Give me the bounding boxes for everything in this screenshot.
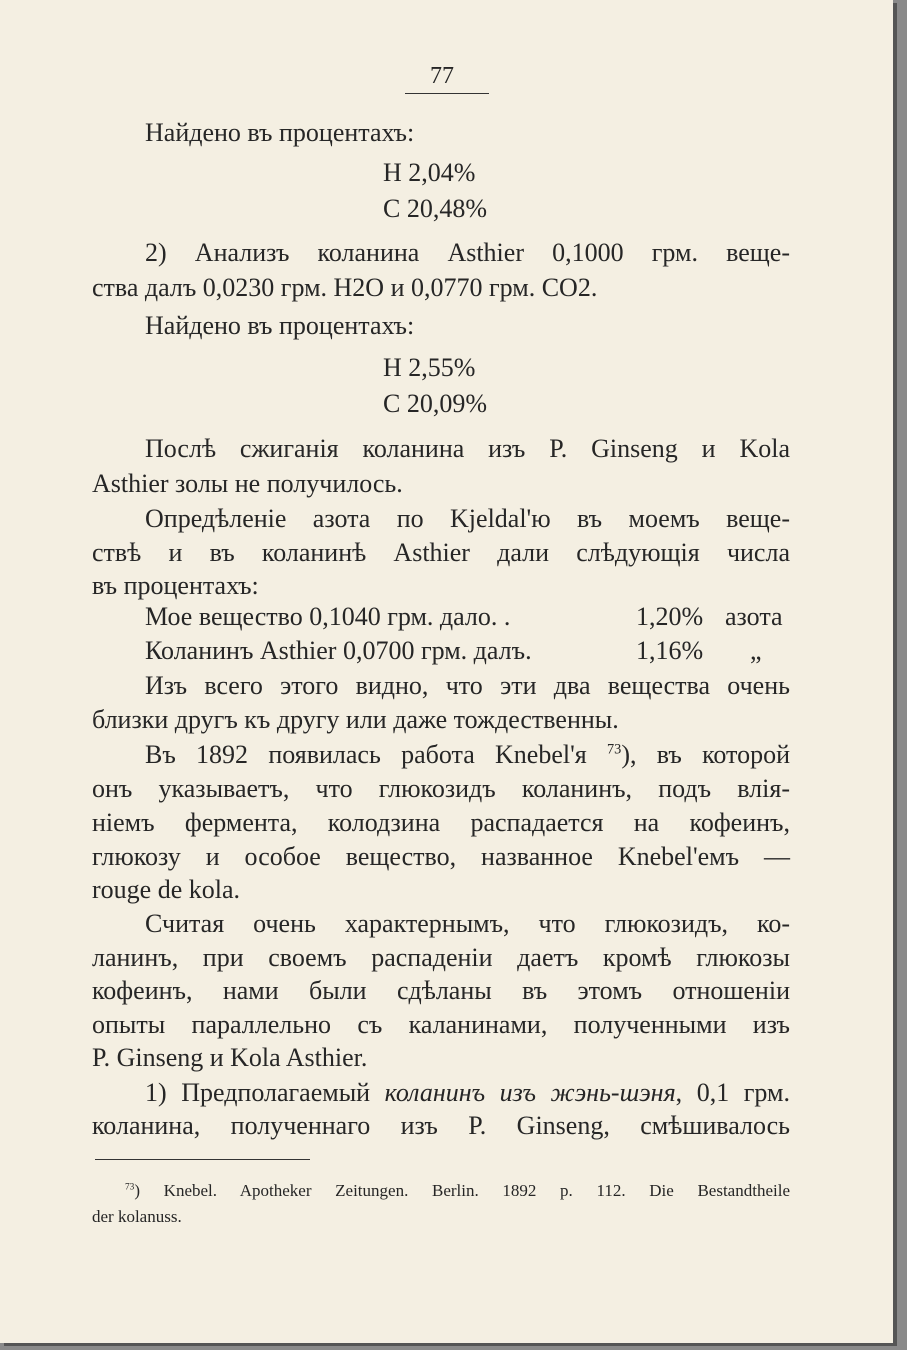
text-line: опыты параллельно съ каланинами, полученными изъ [92, 1010, 790, 1039]
text-span: 1) Предполагаемый [145, 1078, 385, 1107]
footnote-text: ) Knebel. Apotheker Zeitungen. Berlin. 1892 p. 112. Die Bestandtheile [134, 1181, 790, 1200]
text-line: кофеинъ, нами были сдѣланы въ этомъ отношеніи [92, 976, 790, 1005]
text-line: H 2,04% [383, 158, 476, 187]
footnote-mark: 73 [125, 1182, 135, 1193]
text-line: ніемъ фермента, колодзина распадается на кофеинъ, [92, 808, 790, 837]
text-line: ствѣ и въ коланинѣ Asthier дали слѣдующія числа [92, 538, 790, 567]
page-number-rule [405, 93, 489, 94]
text-line: P. Ginseng и Kola Asthier. [92, 1043, 368, 1072]
text-line: Изъ всего этого видно, что эти два вещества очень [145, 671, 790, 700]
text-line: азота [725, 602, 783, 631]
footnote-line: der kolanuss. [92, 1207, 182, 1226]
text-line: глюкозу и особое вещество, названное Knebel'емъ — [92, 842, 790, 871]
text-span: ), въ которой [621, 740, 790, 769]
text-line: rouge de kola. [92, 875, 241, 904]
text-span: Въ 1892 появилась работа Knebel'я [145, 740, 608, 769]
footnote-separator [95, 1159, 310, 1160]
text-line: Считая очень характернымъ, что глюкозидъ, ко- [145, 909, 790, 938]
text-line: C 20,48% [383, 194, 487, 223]
text-line: Asthier золы не получилось. [92, 469, 403, 498]
text-line: онъ указываетъ, что глюкозидъ коланинъ, подъ влія- [92, 774, 790, 803]
text-line: близки другъ къ другу или даже тождественны. [92, 705, 619, 734]
italic-text: коланинъ изъ жэнь-шэня [384, 1078, 676, 1107]
text-line [145, 742, 790, 768]
text-line: коланина, полученнаго изъ P. Ginseng, смѣшивалось [92, 1111, 790, 1140]
text-line: Коланинъ Asthier 0,0700 грм. далъ. [145, 636, 532, 665]
text-line: C 20,09% [383, 389, 487, 418]
text-span: , 0,1 грм. [675, 1078, 790, 1107]
text-line: ланинъ, при своемъ распаденіи даетъ кромѣ глюкозы [92, 943, 790, 972]
text-line: въ процентахъ: [92, 571, 259, 600]
text-line: „ [750, 636, 762, 665]
text-line: Найдено въ процентахъ: [145, 311, 415, 340]
text-line [145, 1080, 790, 1106]
footnote-ref: 73 [607, 741, 622, 758]
text-line: Опредѣленіе азота по Kjeldal'ю въ моемъ веще- [145, 504, 790, 533]
footnote-line [125, 1182, 790, 1199]
text-line: Мое вещество 0,1040 грм. дало. . [145, 602, 511, 631]
text-line: Послѣ сжиганія коланина изъ P. Ginseng и Kola [145, 434, 790, 463]
text-line: 1,20% [636, 602, 704, 631]
text-line: 2) Анализъ коланина Asthier 0,1000 грм. веще- [145, 238, 790, 267]
text-line: 1,16% [636, 636, 704, 665]
text-line: Найдено въ процентахъ: [145, 118, 415, 147]
text-line: H 2,55% [383, 353, 476, 382]
text-line: ства далъ 0,0230 грм. H2O и 0,0770 грм. CO2. [92, 273, 598, 302]
page-number: 77 [430, 63, 454, 89]
